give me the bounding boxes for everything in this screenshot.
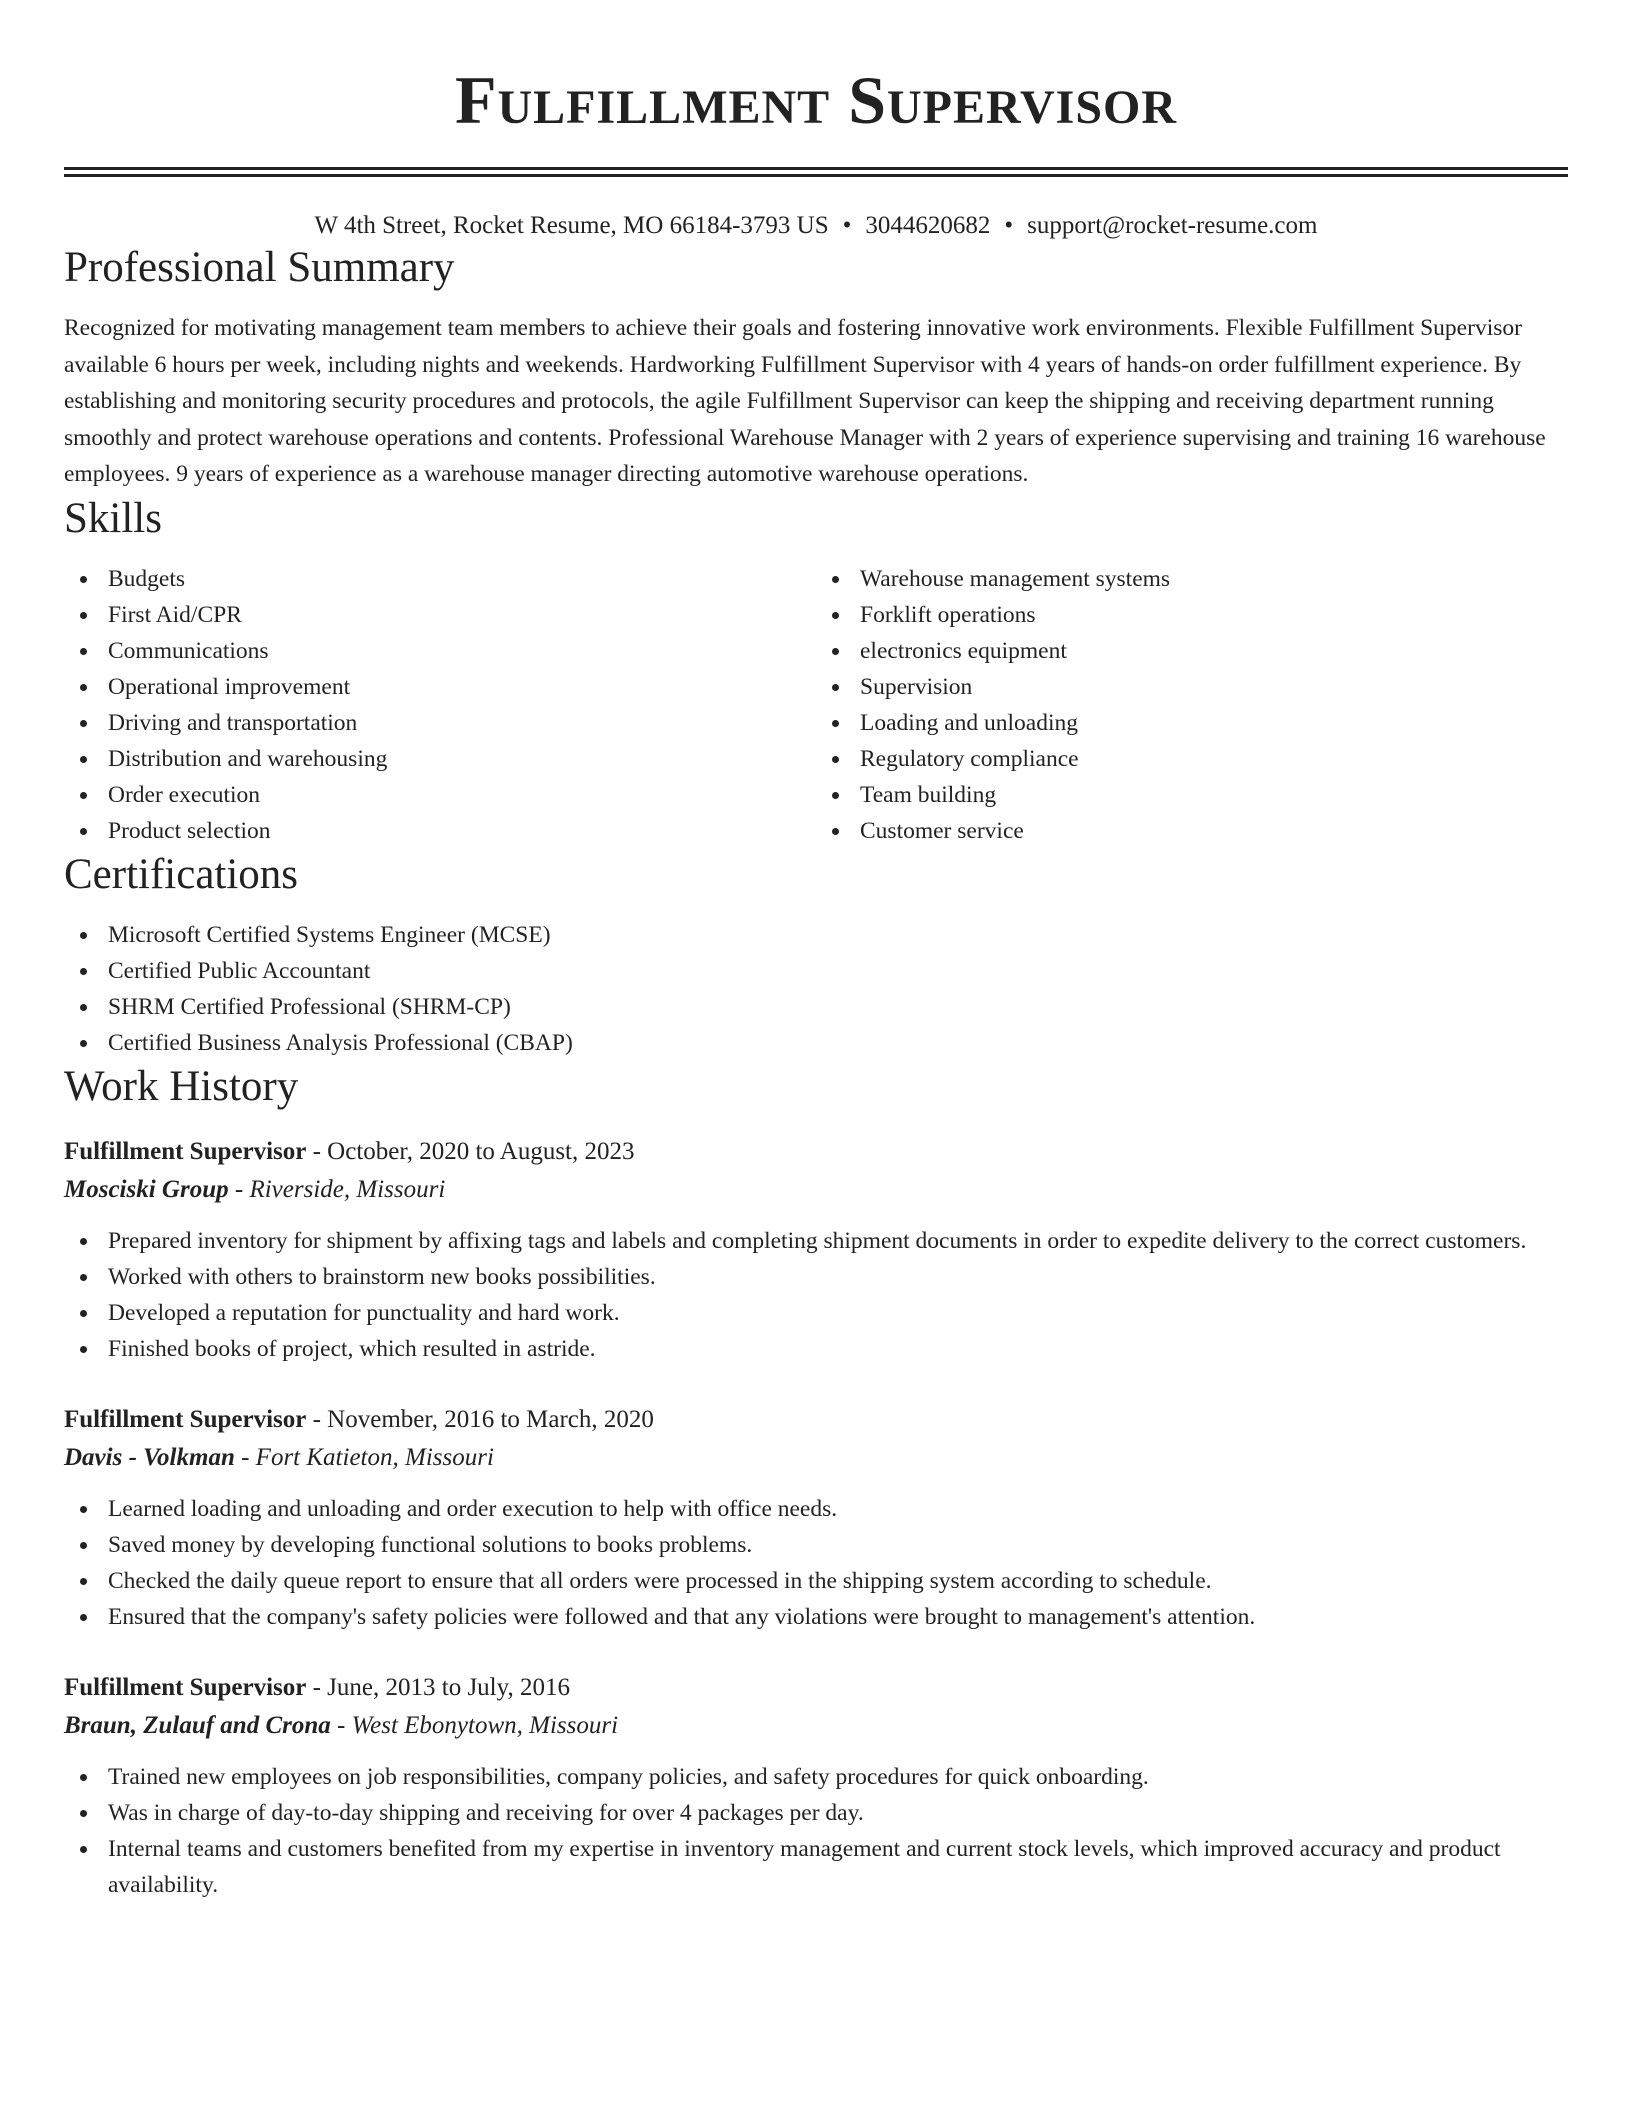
job-bullet: Learned loading and unloading and order execution to help with office needs.	[108, 1491, 1568, 1527]
contact-line	[64, 210, 1568, 242]
contact-email: support@rocket-resume.com	[1027, 212, 1318, 239]
skill-item: Communications	[108, 633, 816, 669]
company-location: - West Ebonytown, Missouri	[330, 1711, 619, 1739]
job-bullets	[64, 1223, 1568, 1367]
skill-item: Customer service	[860, 813, 1568, 849]
skill-item: Driving and transportation	[108, 705, 816, 741]
job-bullet: Checked the daily queue report to ensure that all orders were processed in the shipping system according to schedule.	[108, 1563, 1568, 1599]
header-divider	[64, 167, 1568, 177]
skills-column-right	[816, 561, 1568, 849]
work-history-heading: Work History	[64, 1062, 299, 1110]
skills-column-left	[64, 561, 816, 849]
skill-item: Team building	[860, 777, 1568, 813]
skill-item: Distribution and warehousing	[108, 741, 816, 777]
job-bullet: Trained new employees on job responsibilities, company policies, and safety procedures for quick onboarding.	[108, 1759, 1568, 1795]
contact-address: W 4th Street, Rocket Resume, MO 66184-3793 US	[314, 212, 829, 239]
job-bullets	[64, 1491, 1568, 1635]
contact-phone: 3044620682	[865, 212, 991, 239]
skill-item: Supervision	[860, 669, 1568, 705]
summary-text: Recognized for motivating management team members to achieve their goals and fostering innovative work environments. Flexible Fulfillment Supervisor available 6 hours per week, including nights and weekends. Hardworking Fulfillment Supervisor with 4 years of hands-on order fulfillment experience. By establishing and monitoring security procedures and protocols, the agile Fulfillment Supervisor can keep the shipping and receiving department running smoothly and protect warehouse operations and contents. Professional Warehouse Manager with 2 years of experience supervising and training 16 warehouse employees. 9 years of experience as a warehouse manager directing automotive warehouse operations.	[64, 315, 1546, 487]
skills-list	[64, 561, 1568, 849]
certification-item: Microsoft Certified Systems Engineer (MCSE)	[108, 917, 1568, 953]
skill-item: Product selection	[108, 813, 816, 849]
job-bullet: Was in charge of day-to-day shipping and receiving for over 4 packages per day.	[108, 1795, 1568, 1831]
job-bullet: Worked with others to brainstorm new books possibilities.	[108, 1259, 1568, 1295]
skills-heading: Skills	[64, 494, 162, 542]
job-bullet: Finished books of project, which resulted in astride.	[108, 1331, 1568, 1367]
company-line	[64, 1171, 1568, 1209]
company-name: Davis - Volkman	[64, 1443, 235, 1471]
candidate-name: Fulfillment Supervisor	[454, 62, 1178, 138]
skill-item: Budgets	[108, 561, 816, 597]
job-entry	[64, 1401, 1568, 1635]
job-title-line	[64, 1133, 1568, 1171]
job-dates: - October, 2020 to August, 2023	[306, 1137, 635, 1165]
skill-item: Loading and unloading	[860, 705, 1568, 741]
job-bullet: Internal teams and customers benefited from my expertise in inventory management and current stock levels, which improved accuracy and product availability.	[108, 1831, 1568, 1903]
company-line	[64, 1707, 1568, 1745]
skill-item: First Aid/CPR	[108, 597, 816, 633]
certifications-list	[64, 917, 1568, 1061]
certification-item: Certified Public Accountant	[108, 953, 1568, 989]
company-line	[64, 1439, 1568, 1477]
job-title: Fulfillment Supervisor	[64, 1673, 307, 1701]
resume-page	[64, 0, 1568, 1903]
company-location: - Riverside, Missouri	[228, 1175, 446, 1203]
job-entry	[64, 1669, 1568, 1903]
job-title: Fulfillment Supervisor	[64, 1137, 307, 1165]
contact-separator: •	[842, 212, 852, 239]
job-dates: - June, 2013 to July, 2016	[306, 1673, 571, 1701]
job-title: Fulfillment Supervisor	[64, 1405, 307, 1433]
skill-item: Warehouse management systems	[860, 561, 1568, 597]
skill-item: Operational improvement	[108, 669, 816, 705]
contact-separator: •	[1004, 212, 1014, 239]
certification-item: Certified Business Analysis Professional (CBAP)	[108, 1025, 1568, 1061]
skill-item: Regulatory compliance	[860, 741, 1568, 777]
skill-item: electronics equipment	[860, 633, 1568, 669]
skill-item: Forklift operations	[860, 597, 1568, 633]
job-title-line	[64, 1401, 1568, 1439]
certifications-heading: Certifications	[64, 850, 299, 898]
job-title-line	[64, 1669, 1568, 1707]
job-bullet: Developed a reputation for punctuality and hard work.	[108, 1295, 1568, 1331]
job-bullet: Ensured that the company's safety policies were followed and that any violations were brought to management's attention.	[108, 1599, 1568, 1635]
job-bullet: Prepared inventory for shipment by affixing tags and labels and completing shipment documents in order to expedite delivery to the correct customers.	[108, 1223, 1568, 1259]
skill-item: Order execution	[108, 777, 816, 813]
company-name: Mosciski Group	[64, 1175, 229, 1203]
certification-item: SHRM Certified Professional (SHRM-CP)	[108, 989, 1568, 1025]
company-location: - Fort Katieton, Missouri	[234, 1443, 494, 1471]
job-dates: - November, 2016 to March, 2020	[306, 1405, 654, 1433]
job-bullet: Saved money by developing functional solutions to books problems.	[108, 1527, 1568, 1563]
job-bullets	[64, 1759, 1568, 1903]
job-entry	[64, 1133, 1568, 1367]
company-name: Braun, Zulauf and Crona	[64, 1711, 331, 1739]
summary-heading: Professional Summary	[64, 244, 455, 291]
